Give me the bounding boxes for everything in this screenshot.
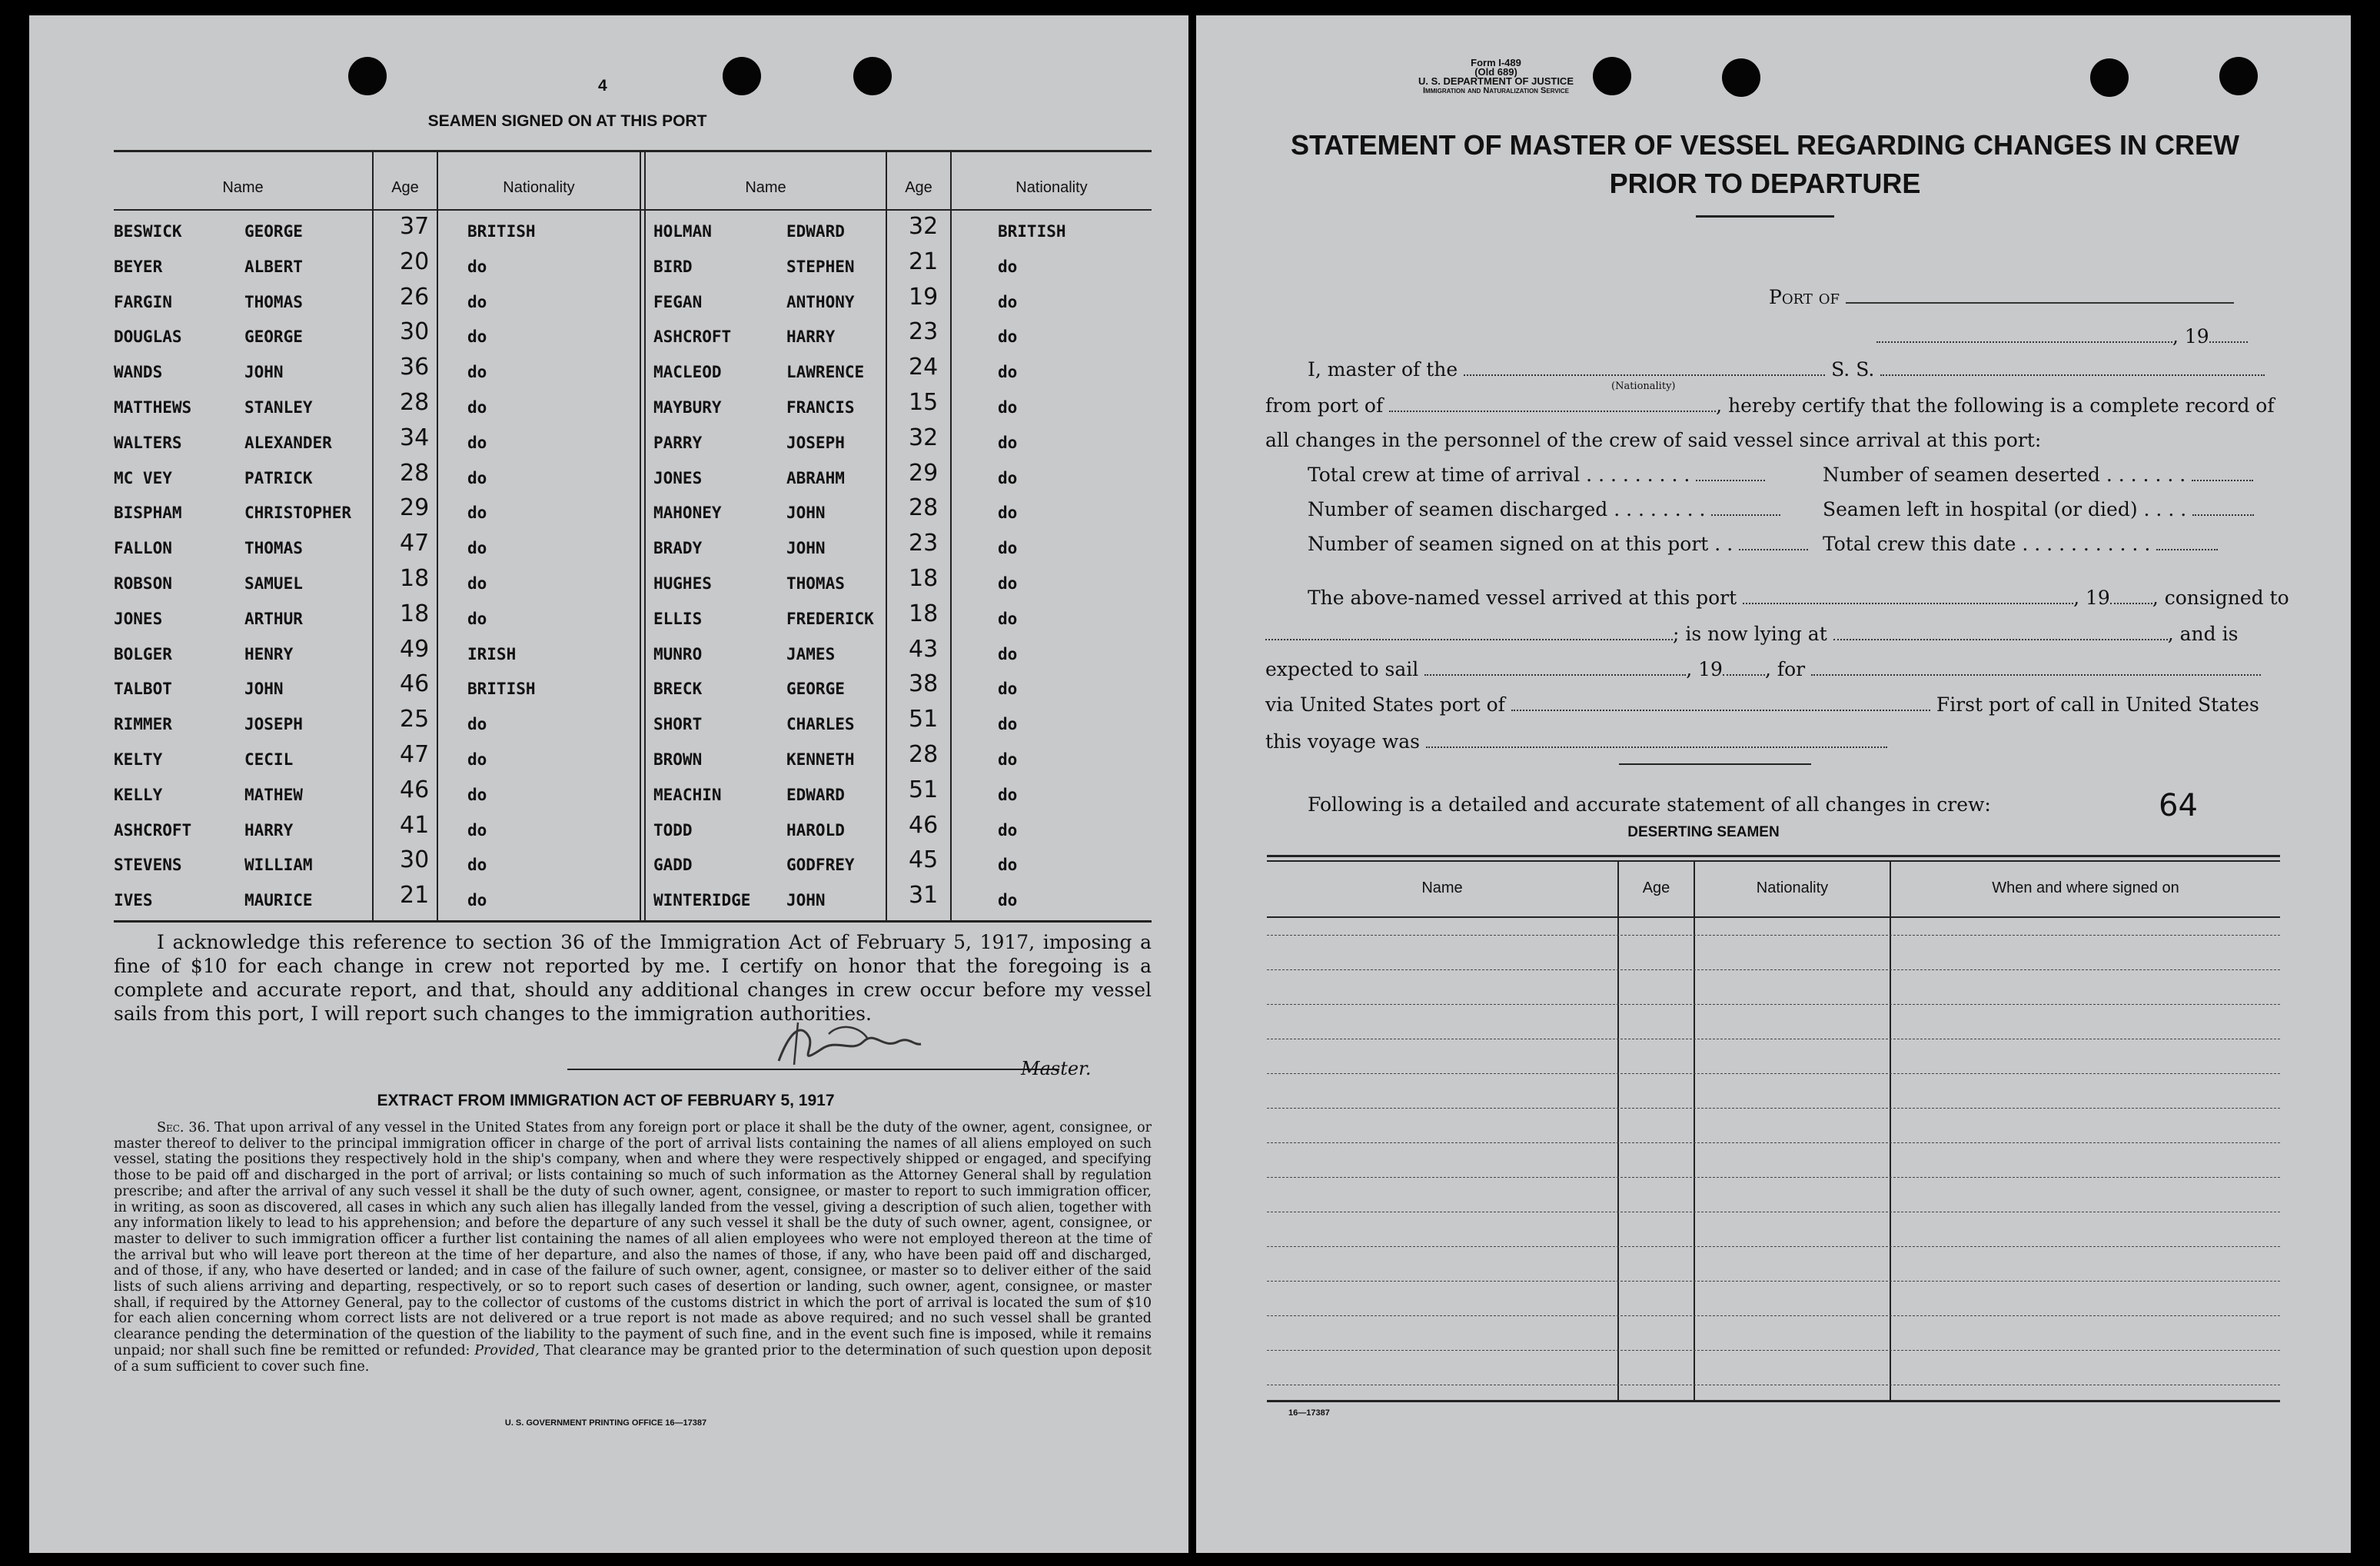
cell-age: 46 bbox=[400, 670, 430, 698]
table-row bbox=[114, 565, 1152, 603]
crew-table bbox=[114, 150, 1152, 923]
desert-header-name: Name bbox=[1421, 879, 1463, 896]
cell-surname: ELLIS bbox=[653, 609, 703, 628]
form-title bbox=[1258, 126, 2272, 203]
cell-age: 19 bbox=[909, 283, 939, 311]
cell-age: 38 bbox=[909, 670, 939, 698]
cell-surname: JONES bbox=[114, 609, 163, 628]
cell-nationality: do bbox=[467, 891, 487, 910]
via-port-field bbox=[1265, 693, 2259, 716]
cell-surname: HUGHES bbox=[653, 574, 712, 593]
cell-nationality: do bbox=[467, 327, 487, 347]
cell-nationality: do bbox=[467, 820, 487, 840]
cell-nationality: do bbox=[467, 468, 487, 487]
cell-given: HARRY bbox=[244, 820, 294, 840]
cell-age: 46 bbox=[909, 811, 939, 839]
table-row bbox=[114, 318, 1152, 357]
cell-surname: WANDS bbox=[114, 363, 163, 382]
deserting-seamen-table bbox=[1267, 855, 2280, 1402]
cell-given: CHRISTOPHER bbox=[244, 504, 352, 523]
cell-given: HAROLD bbox=[786, 820, 845, 840]
cell-nationality: do bbox=[998, 327, 1018, 347]
acknowledgement: I acknowledge this reference to section 36 of the Immigration Act of February 5, 1917, imposing a fine of $10 for each change in crew not reported by me. I certify on honor that the foregoing is a complete and accurate report, and that, should any additional changes in crew occur before my vessel sails from this port, I will report such changes to the immigration authorities. bbox=[114, 931, 1152, 1025]
cell-given: JOHN bbox=[244, 363, 284, 382]
cell-surname: WINTERIDGE bbox=[653, 891, 751, 910]
cell-age: 23 bbox=[909, 318, 939, 346]
cell-given: JAMES bbox=[786, 644, 836, 663]
cell-nationality: do bbox=[467, 257, 487, 276]
table-row bbox=[114, 389, 1152, 427]
arrived-year-label: , 19 bbox=[2073, 587, 2110, 609]
cell-nationality: IRISH bbox=[467, 644, 517, 663]
cell-given: HARRY bbox=[786, 327, 836, 347]
cell-age: 30 bbox=[400, 318, 430, 346]
cell-nationality: do bbox=[467, 433, 487, 452]
table-row bbox=[114, 635, 1152, 674]
blank-row bbox=[1267, 1315, 2280, 1316]
cell-age: 21 bbox=[909, 248, 939, 275]
expected-sail-label: expected to sail bbox=[1265, 658, 1419, 680]
cell-given: ARTHUR bbox=[244, 609, 303, 628]
header-name: Name bbox=[745, 179, 786, 196]
cell-given: CHARLES bbox=[786, 715, 855, 734]
cell-nationality: do bbox=[998, 609, 1018, 628]
seamen-discharged-label: Number of seamen discharged . . . . . . . . bbox=[1308, 498, 1706, 520]
arrived-label: The above-named vessel arrived at this port bbox=[1308, 587, 1737, 609]
blank-row bbox=[1267, 1108, 2280, 1109]
cell-given: FREDERICK bbox=[786, 609, 874, 628]
master-label: Master. bbox=[1021, 1058, 1092, 1079]
cell-age: 18 bbox=[909, 600, 939, 627]
desert-header-signed-on: When and where signed on bbox=[1992, 879, 2179, 896]
seamen-deserted bbox=[1823, 464, 2253, 486]
cell-given: GEORGE bbox=[244, 327, 303, 347]
port-of-label: Port of bbox=[1769, 286, 1840, 308]
cell-given: THOMAS bbox=[244, 539, 303, 558]
cell-age: 36 bbox=[400, 354, 430, 381]
table-row bbox=[114, 354, 1152, 392]
cell-nationality: do bbox=[998, 539, 1018, 558]
date-field bbox=[1876, 325, 2248, 347]
cell-surname: BISPHAM bbox=[114, 504, 182, 523]
blank-row bbox=[1267, 1177, 2280, 1178]
printing-office: U. S. GOVERNMENT PRINTING OFFICE 16—17387 bbox=[504, 1418, 707, 1428]
year-label: , 19 bbox=[2172, 325, 2209, 347]
seamen-deserted-label: Number of seamen deserted . . . . . . . bbox=[1823, 464, 2186, 486]
following-text: Following is a detailed and accurate statement of all changes in crew: bbox=[1308, 793, 1991, 816]
cell-age: 30 bbox=[400, 846, 430, 874]
cell-nationality: do bbox=[998, 715, 1018, 734]
cell-nationality: do bbox=[467, 856, 487, 875]
cell-nationality: do bbox=[998, 468, 1018, 487]
title-rule bbox=[1696, 215, 1834, 218]
cell-nationality: do bbox=[998, 292, 1018, 311]
cell-nationality: BRITISH bbox=[467, 680, 536, 699]
cell-age: 21 bbox=[400, 882, 430, 909]
table-row bbox=[114, 213, 1152, 251]
cell-given: LAWRENCE bbox=[786, 363, 865, 382]
cell-surname: BRADY bbox=[653, 539, 703, 558]
form-footer: 16—17387 bbox=[1288, 1408, 1330, 1418]
total-crew-date-label: Total crew this date . . . . . . . . . . . bbox=[1823, 533, 2151, 555]
service-name: Immigration and Naturalization Service bbox=[1422, 86, 1569, 95]
cell-nationality: do bbox=[467, 539, 487, 558]
ss-label: S. S. bbox=[1831, 358, 1875, 381]
cell-surname: SHORT bbox=[653, 715, 703, 734]
cell-nationality: do bbox=[998, 785, 1018, 804]
cell-age: 43 bbox=[909, 635, 939, 663]
cell-surname: KELTY bbox=[114, 750, 163, 769]
cell-surname: KELLY bbox=[114, 785, 163, 804]
left-page bbox=[29, 15, 1188, 1553]
deserting-title: DESERTING SEAMEN bbox=[1627, 824, 1780, 840]
cell-given: JOHN bbox=[786, 891, 826, 910]
cell-given: GEORGE bbox=[244, 222, 303, 241]
cell-nationality: do bbox=[998, 257, 1018, 276]
cell-age: 23 bbox=[909, 530, 939, 557]
cell-surname: PARRY bbox=[653, 433, 703, 452]
cell-age: 37 bbox=[400, 213, 430, 240]
and-is-label: , and is bbox=[2167, 623, 2239, 645]
title-line-1: STATEMENT OF MASTER OF VESSEL REGARDING CHANGES IN CREW bbox=[1290, 129, 2240, 161]
cell-given: ALEXANDER bbox=[244, 433, 332, 452]
cell-age: 28 bbox=[909, 741, 939, 768]
cell-nationality: do bbox=[998, 891, 1018, 910]
cell-age: 26 bbox=[400, 283, 430, 311]
cell-given: HENRY bbox=[244, 644, 294, 663]
extract-provided: Provided, bbox=[474, 1342, 540, 1358]
cell-age: 51 bbox=[909, 776, 939, 803]
cell-nationality: do bbox=[467, 715, 487, 734]
nationality-note: (Nationality) bbox=[1611, 381, 1676, 392]
cell-nationality: BRITISH bbox=[467, 222, 536, 241]
cell-surname: STEVENS bbox=[114, 856, 182, 875]
consigned-label: , consigned to bbox=[2152, 587, 2289, 609]
seamen-discharged bbox=[1308, 498, 1780, 520]
header-nationality: Nationality bbox=[1015, 179, 1088, 196]
table-row bbox=[114, 424, 1152, 463]
form-old-number: (Old 689) bbox=[1474, 66, 1517, 78]
cell-given: WILLIAM bbox=[244, 856, 313, 875]
cell-age: 47 bbox=[400, 530, 430, 557]
from-port-label: from port of bbox=[1265, 394, 1384, 417]
expected-sail-field bbox=[1265, 658, 2261, 680]
cell-surname: MAHONEY bbox=[653, 504, 722, 523]
cell-surname: WALTERS bbox=[114, 433, 182, 452]
total-crew-arrival-label: Total crew at time of arrival . . . . . . . . . bbox=[1308, 464, 1690, 486]
cell-surname: MATTHEWS bbox=[114, 398, 192, 417]
port-of-field bbox=[1769, 286, 2234, 308]
for-label: , for bbox=[1764, 658, 1806, 680]
cell-surname: RIMMER bbox=[114, 715, 172, 734]
cell-nationality: do bbox=[998, 856, 1018, 875]
sail-year-label: , 19 bbox=[1686, 658, 1723, 680]
cell-surname: BRECK bbox=[653, 680, 703, 699]
all-changes-text: all changes in the personnel of the crew of said vessel since arrival at this port: bbox=[1265, 429, 2042, 451]
arrived-field bbox=[1308, 587, 2289, 609]
left-hospital bbox=[1823, 498, 2254, 520]
cell-age: 46 bbox=[400, 776, 430, 803]
signed-on bbox=[1308, 533, 1808, 555]
blank-row bbox=[1267, 1073, 2280, 1074]
cell-age: 29 bbox=[400, 494, 430, 522]
total-crew-arrival bbox=[1308, 464, 1765, 486]
cell-surname: FALLON bbox=[114, 539, 172, 558]
extract-body bbox=[114, 1120, 1152, 1375]
table-row bbox=[114, 811, 1152, 850]
cell-given: ALBERT bbox=[244, 257, 303, 276]
table-row bbox=[114, 706, 1152, 744]
punch-hole bbox=[348, 57, 387, 95]
cell-nationality: do bbox=[467, 398, 487, 417]
cell-surname: BEYER bbox=[114, 257, 163, 276]
cell-surname: FEGAN bbox=[653, 292, 703, 311]
cell-age: 28 bbox=[400, 459, 430, 487]
cell-age: 20 bbox=[400, 248, 430, 275]
punch-hole bbox=[723, 57, 761, 95]
cell-given: EDWARD bbox=[786, 222, 845, 241]
header-age: Age bbox=[905, 179, 932, 196]
header-age: Age bbox=[391, 179, 419, 196]
cell-age: 28 bbox=[400, 389, 430, 416]
cell-given: JOSEPH bbox=[786, 433, 845, 452]
table-row bbox=[114, 741, 1152, 780]
punch-hole bbox=[2219, 57, 2258, 95]
cell-nationality: do bbox=[998, 433, 1018, 452]
table-row bbox=[114, 670, 1152, 709]
desert-header-nationality: Nationality bbox=[1756, 879, 1829, 896]
cell-nationality: do bbox=[467, 785, 487, 804]
cell-given: MATHEW bbox=[244, 785, 303, 804]
voyage-label: this voyage was bbox=[1265, 730, 1421, 753]
left-hospital-label: Seamen left in hospital (or died) . . . . bbox=[1823, 498, 2187, 520]
first-port-label: First port of call in United States bbox=[1936, 693, 2259, 716]
cell-age: 51 bbox=[909, 706, 939, 733]
header-name: Name bbox=[222, 179, 264, 196]
via-port-label: via United States port of bbox=[1265, 693, 1505, 716]
cell-given: JOSEPH bbox=[244, 715, 303, 734]
cell-given: THOMAS bbox=[786, 574, 845, 593]
section-rule bbox=[1619, 763, 1811, 765]
extract-section-label: Sec. 36. bbox=[157, 1120, 211, 1135]
department-name: U. S. DEPARTMENT OF JUSTICE bbox=[1418, 75, 1574, 87]
table-row bbox=[114, 776, 1152, 815]
table-row bbox=[114, 248, 1152, 287]
cell-surname: BIRD bbox=[653, 257, 693, 276]
master-signature bbox=[767, 1007, 967, 1076]
cell-surname: DOUGLAS bbox=[114, 327, 182, 347]
master-signature-line bbox=[567, 1069, 1059, 1070]
blank-row bbox=[1267, 935, 2280, 936]
blank-row bbox=[1267, 1246, 2280, 1247]
cell-age: 24 bbox=[909, 354, 939, 381]
cell-surname: MEACHIN bbox=[653, 785, 722, 804]
table-row bbox=[114, 846, 1152, 885]
cell-surname: MACLEOD bbox=[653, 363, 722, 382]
table-row bbox=[114, 600, 1152, 639]
cell-age: 29 bbox=[909, 459, 939, 487]
form-id bbox=[1381, 58, 1611, 95]
extract-tail: That clearance may be granted prior to the determination of such question upon deposit of a sum sufficient to cover such fine. bbox=[114, 1342, 1152, 1375]
cell-surname: BOLGER bbox=[114, 644, 172, 663]
cell-surname: BROWN bbox=[653, 750, 703, 769]
cell-age: 31 bbox=[909, 882, 939, 909]
master-of-field bbox=[1308, 358, 2265, 381]
handwritten-number: 64 bbox=[2159, 788, 2198, 823]
page-number: 4 bbox=[598, 77, 607, 95]
cell-nationality: do bbox=[467, 750, 487, 769]
cell-surname: GADD bbox=[653, 856, 693, 875]
cell-given: GODFREY bbox=[786, 856, 855, 875]
cell-surname: BESWICK bbox=[114, 222, 182, 241]
cell-given: STEPHEN bbox=[786, 257, 855, 276]
cell-nationality: do bbox=[998, 363, 1018, 382]
blank-row bbox=[1267, 1281, 2280, 1282]
desert-header-age: Age bbox=[1642, 879, 1670, 896]
cell-surname: IVES bbox=[114, 891, 153, 910]
lying-at-field bbox=[1265, 623, 2238, 645]
cell-age: 25 bbox=[400, 706, 430, 733]
cell-nationality: do bbox=[998, 750, 1018, 769]
table-row bbox=[114, 459, 1152, 498]
title-line-2: PRIOR TO DEPARTURE bbox=[1609, 168, 1921, 199]
cell-given: PATRICK bbox=[244, 468, 313, 487]
cell-surname: ROBSON bbox=[114, 574, 172, 593]
table-row bbox=[114, 882, 1152, 920]
cell-surname: ASHCROFT bbox=[653, 327, 732, 347]
from-port-field bbox=[1265, 394, 2275, 417]
voyage-field bbox=[1265, 730, 1887, 753]
cell-age: 47 bbox=[400, 741, 430, 768]
cell-surname: FARGIN bbox=[114, 292, 172, 311]
cell-surname: JONES bbox=[653, 468, 703, 487]
cell-age: 18 bbox=[909, 565, 939, 592]
cell-given: JOHN bbox=[244, 680, 284, 699]
cell-nationality: do bbox=[467, 504, 487, 523]
cell-age: 15 bbox=[909, 389, 939, 416]
blank-row bbox=[1267, 969, 2280, 970]
cell-nationality: do bbox=[467, 363, 487, 382]
punch-hole bbox=[2090, 58, 2129, 97]
cell-age: 41 bbox=[400, 811, 430, 839]
cell-surname: TALBOT bbox=[114, 680, 172, 699]
master-of-label: I, master of the bbox=[1308, 358, 1458, 381]
blank-row bbox=[1267, 1004, 2280, 1005]
signed-on-label: Number of seamen signed on at this port . . bbox=[1308, 533, 1733, 555]
extract-title: EXTRACT FROM IMMIGRATION ACT OF FEBRUARY 5, 1917 bbox=[377, 1092, 835, 1109]
cell-age: 34 bbox=[400, 424, 430, 451]
cell-nationality: do bbox=[998, 644, 1018, 663]
total-crew-date bbox=[1823, 533, 2218, 555]
cell-given: KENNETH bbox=[786, 750, 855, 769]
cell-age: 18 bbox=[400, 565, 430, 592]
table-row bbox=[114, 494, 1152, 533]
cell-surname: TODD bbox=[653, 820, 693, 840]
cell-nationality: do bbox=[998, 398, 1018, 417]
blank-row bbox=[1267, 1142, 2280, 1143]
cell-nationality: do bbox=[998, 820, 1018, 840]
right-page bbox=[1196, 15, 2351, 1553]
cell-given: FRANCIS bbox=[786, 398, 855, 417]
cell-given: THOMAS bbox=[244, 292, 303, 311]
cell-age: 28 bbox=[909, 494, 939, 522]
table-row bbox=[114, 530, 1152, 568]
punch-hole bbox=[853, 57, 892, 95]
cell-given: JOHN bbox=[786, 504, 826, 523]
lying-at-label: ; is now lying at bbox=[1673, 623, 1827, 645]
cell-surname: ASHCROFT bbox=[114, 820, 192, 840]
cell-given: CECIL bbox=[244, 750, 294, 769]
cell-age: 18 bbox=[400, 600, 430, 627]
cell-nationality: do bbox=[998, 504, 1018, 523]
cell-given: GEORGE bbox=[786, 680, 845, 699]
cell-given: EDWARD bbox=[786, 785, 845, 804]
cell-nationality: do bbox=[998, 680, 1018, 699]
cell-surname: MUNRO bbox=[653, 644, 703, 663]
blank-row bbox=[1267, 1350, 2280, 1351]
cell-surname: HOLMAN bbox=[653, 222, 712, 241]
punch-hole bbox=[1722, 58, 1760, 97]
form-number: Form I-489 bbox=[1471, 57, 1521, 68]
extract-text: That upon arrival of any vessel in the United States from any foreign port or place it shall be the duty of the owner, agent, consignee, or master thereof to deliver to the principal immigration officer in charge of the port of arrival lists containing the names of all aliens employed on such vessel, stating the positions they respectively hold in the ship's company, when and where they were respectively shipped or engaged, and specifying those to be paid off and discharged in the port of arrival; or lists containing so much of such information as the Attorney General shall by regulation prescribe; and after the arrival of any such vessel it shall be the duty of such owner, agent, consignee, or master to report to such immigration officer, in writing, as soon as discovered, all cases in which any such alien has illegally landed from the vessel, giving a description of such alien, together with any information likely to lead to his apprehension; and before the departure of any such vessel it shall be the duty of such owner, agent, consignee, or master to deliver to such immigration officer a further list containing the names of all alien employees who were not employed thereon at the time of the arrival but who will leave port thereon at the time of her departure, and also the names of those, if any, who have been paid off and discharged, and of those, if any, who have deserted or landed; and in case of the failure of such owner, agent, consignee, or master so to deliver either of the said lists of such aliens arriving and departing, respectively, or so to report such cases of desertion or landing, such owner, agent, consignee, or master shall, if required by the Attorney General, pay to the collector of customs of the customs district in which the port of arrival is located the sum of $10 for each alien concerning whom correct lists are not delivered or a true report is not made as above required; and no such vessel shall be granted clearance pending the determination of the question of the liability to the payment of such fine, and in the event such fine is imposed, while it remains unpaid; nor shall such fine be remitted or refunded: bbox=[114, 1120, 1152, 1358]
cell-nationality: do bbox=[467, 292, 487, 311]
header-nationality: Nationality bbox=[503, 179, 575, 196]
cell-age: 32 bbox=[909, 213, 939, 240]
cell-age: 45 bbox=[909, 846, 939, 874]
cell-nationality: do bbox=[998, 574, 1018, 593]
cell-age: 32 bbox=[909, 424, 939, 451]
cell-age: 49 bbox=[400, 635, 430, 663]
cell-given: STANLEY bbox=[244, 398, 313, 417]
cell-nationality: do bbox=[467, 609, 487, 628]
cell-given: MAURICE bbox=[244, 891, 313, 910]
table-row bbox=[114, 283, 1152, 322]
cell-given: ABRAHM bbox=[786, 468, 845, 487]
cell-given: JOHN bbox=[786, 539, 826, 558]
cell-given: ANTHONY bbox=[786, 292, 855, 311]
cell-surname: MAYBURY bbox=[653, 398, 722, 417]
cell-given: SAMUEL bbox=[244, 574, 303, 593]
cell-nationality: BRITISH bbox=[998, 222, 1066, 241]
certify-text: , hereby certify that the following is a complete record of bbox=[1716, 394, 2275, 417]
cell-nationality: do bbox=[467, 574, 487, 593]
cell-surname: MC VEY bbox=[114, 468, 172, 487]
section-title: SEAMEN SIGNED ON AT THIS PORT bbox=[427, 112, 707, 130]
